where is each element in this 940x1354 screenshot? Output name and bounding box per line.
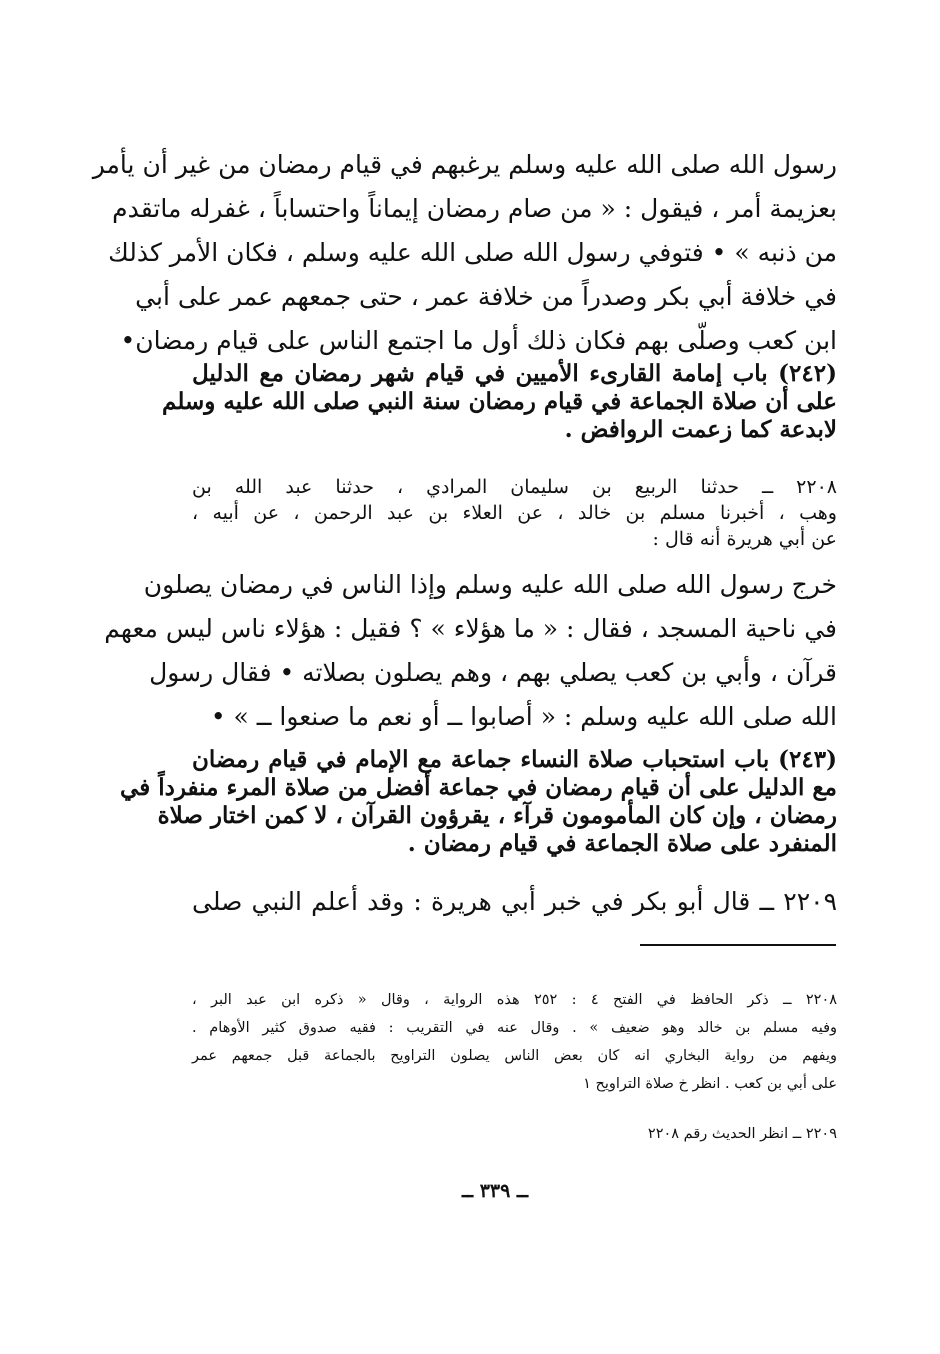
chapter-heading-243 [120,746,837,858]
text-line: ٢٢٠٨ ــ حدثنا الربيع بن سليمان المرادي ، حدثنا عبد الله بن [192,476,837,498]
footnote-line: وفيه مسلم بن خالد وهو ضعيف » . وقال عنه في التقريب : فقيه صدوق كثير الأوهام . [192,1020,837,1036]
hadith-2208-matn [104,563,837,739]
footnotes [192,986,837,1098]
heading-line: لابدعة كما زعمت الروافض . [564,416,837,443]
text-line: رسول الله صلى الله عليه وسلم يرغبهم في قيام رمضان من غير أن يأمر [92,150,837,179]
footnote-line: ٢٢٠٩ ــ انظر الحديث رقم ٢٢٠٨ [647,1126,837,1142]
text-line: ابن كعب وصلّى بهم فكان ذلك أول ما اجتمع الناس على قيام رمضان• [120,326,837,355]
text-line: من ذنبه » • فتوفي رسول الله صلى الله عليه وسلم ، فكان الأمر كذلك [108,238,837,267]
footnote-divider [640,944,836,946]
text-line: الله صلى الله عليه وسلم : « أصابوا ــ أو نعم ما صنعوا ــ » • [210,702,837,731]
heading-line: على أن صلاة الجماعة في قيام رمضان سنة النبي صلى الله عليه وسلم [162,388,837,415]
heading-line: رمضان ، وإن كان المأمومون قرآء ، يقرؤون القرآن ، لا كمن اختار صلاة [157,802,837,829]
chapter-heading-242 [162,360,837,444]
text-line: خرج رسول الله صلى الله عليه وسلم وإذا الناس في رمضان يصلون [143,570,837,599]
text-line: بعزيمة أمر ، فيقول : « من صام رمضان إيماناً واحتساباً ، غفرله ماتقدم [112,194,837,223]
heading-line: (٢٤٢) باب إمامة القارىء الأميين في قيام شهر رمضان مع الدليل [192,360,837,387]
heading-line: مع الدليل على أن قيام رمضان في جماعة أفضل من صلاة المرء منفرداً في [120,774,837,801]
text-line: في خلافة أبي بكر وصدراً من خلافة عمر ، حتى جمعهم عمر على أبي [135,282,837,311]
text-line: وهب ، أخبرنا مسلم بن خالد ، عن العلاء بن عبد الرحمن ، عن أبيه ، [192,502,837,524]
footnote-2209 [192,1120,837,1148]
text-line: قرآن ، وأبي بن كعب يصلي بهم ، وهم يصلون بصلاته • فقال رسول [149,658,837,687]
heading-line: (٢٤٣) باب استحباب صلاة النساء جماعة مع الإمام في قيام رمضان [192,746,837,773]
hadith-2208-isnad [192,474,837,552]
page-number: ــ ٣٣٩ ــ [461,1180,529,1202]
intro-paragraph [92,143,837,363]
footnote-line: ٢٢٠٨ ــ ذكر الحافظ في الفتح ٤ : ٢٥٢ هذه الرواية ، وقال « ذكره ابن عبد البر ، [192,992,838,1008]
text-line: ٢٢٠٩ ــ قال أبو بكر في خبر أبي هريرة : وقد أعلم النبي صلى [192,887,837,916]
text-line: عن أبي هريرة أنه قال : [652,528,837,550]
footnote-line: ويفهم من رواية البخاري انه كان بعض الناس يصلون التراويح بالجماعة قبل جمعهم عمر [192,1048,837,1064]
footnote-line: على أبي بن كعب . انظر خ صلاة التراويح ١ [583,1076,837,1092]
heading-line: المنفرد على صلاة الجماعة في قيام رمضان . [407,830,837,857]
text-line: في ناحية المسجد ، فقال : « ما هؤلاء » ؟ فقيل : هؤلاء ناس ليس معهم [104,614,837,643]
hadith-2209 [192,880,837,924]
